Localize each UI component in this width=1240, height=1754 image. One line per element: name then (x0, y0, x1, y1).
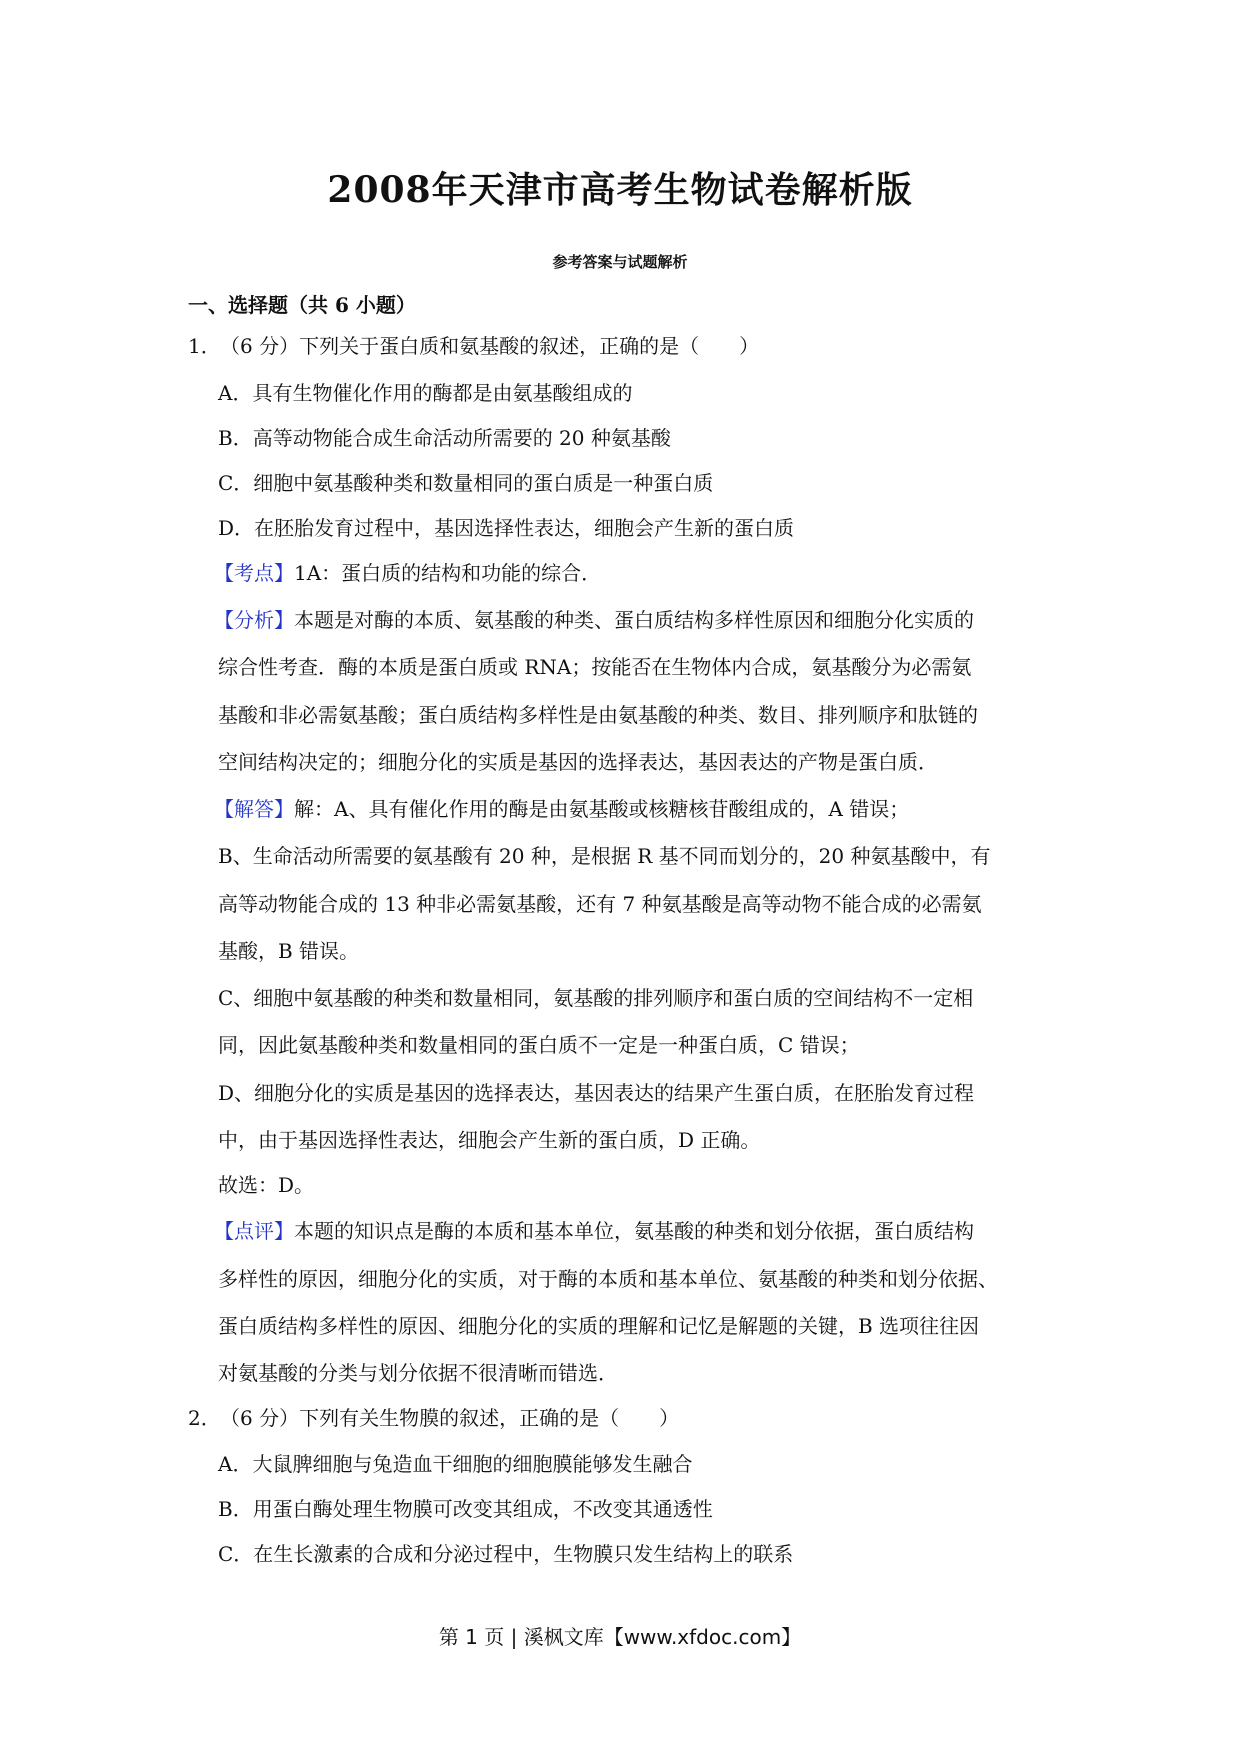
q2-option-c: C．在生长激素的合成和分泌过程中，生物膜只发生结构上的联系 (218, 1542, 794, 1566)
question-1-stem (188, 331, 759, 361)
q1-jieda-line-1 (214, 794, 909, 824)
dianping-tag: 【点评】 (214, 1219, 294, 1243)
jieda-tag: 【解答】 (214, 797, 294, 821)
question-number: 2． (188, 1406, 221, 1430)
q1-dianping-line-4: 对氨基酸的分类与划分依据不很清晰而错选． (218, 1361, 618, 1385)
q1-option-a: A．具有生物催化作用的酶都是由氨基酸组成的 (218, 381, 633, 405)
question-number: 1． (188, 334, 221, 358)
q1-jieda-line-2: B、生命活动所需要的氨基酸有 20 种，是根据 R 基不同而划分的，20 种氨基酸中，有 (218, 844, 991, 868)
q2-option-a: A．大鼠脾细胞与兔造血干细胞的细胞膜能够发生融合 (218, 1452, 693, 1476)
section-heading: 一、选择题（共 6 小题） (188, 293, 416, 317)
q2-option-b: B．用蛋白酶处理生物膜可改变其组成，不改变其通透性 (218, 1497, 713, 1521)
q1-option-b: B．高等动物能合成生命活动所需要的 20 种氨基酸 (218, 426, 671, 450)
kaodian-text: 1A：蛋白质的结构和功能的综合． (294, 561, 602, 585)
q1-dianping-line-1 (214, 1216, 974, 1246)
q1-dianping-line-2: 多样性的原因，细胞分化的实质，对于酶的本质和基本单位、氨基酸的种类和划分依据、 (218, 1267, 998, 1291)
q1-option-d: D．在胚胎发育过程中，基因选择性表达，细胞会产生新的蛋白质 (218, 516, 795, 540)
question-text: （6 分）下列关于蛋白质和氨基酸的叙述，正确的是（ ） (220, 334, 760, 358)
q1-jieda-line-6: 同，因此氨基酸种类和数量相同的蛋白质不一定是一种蛋白质，C 错误； (218, 1033, 860, 1057)
page-footer: 第 1 页 | 溪枫文库【www.xfdoc.com】 (438, 1625, 802, 1649)
q1-kaodian (214, 558, 601, 588)
q1-option-c: C．细胞中氨基酸种类和数量相同的蛋白质是一种蛋白质 (218, 471, 714, 495)
q1-jieda-line-5: C、细胞中氨基酸的种类和数量相同，氨基酸的排列顺序和蛋白质的空间结构不一定相 (218, 986, 974, 1010)
fenxi-tag: 【分析】 (214, 608, 294, 632)
document-title: 2008年天津市高考生物试卷解析版 (327, 169, 913, 211)
jieda-text: 解：A、具有催化作用的酶是由氨基酸或核糖核苷酸组成的，A 错误； (294, 797, 910, 821)
q1-fenxi-line-2: 综合性考查．酶的本质是蛋白质或 RNA；按能否在生物体内合成，氨基酸分为必需氨 (218, 655, 972, 679)
question-2-stem (188, 1403, 679, 1433)
question-text: （6 分）下列有关生物膜的叙述，正确的是（ ） (220, 1406, 680, 1430)
kaodian-tag: 【考点】 (214, 561, 294, 585)
document-subtitle: 参考答案与试题解析 (552, 253, 688, 271)
q1-dianping-line-3: 蛋白质结构多样性的原因、细胞分化的实质的理解和记忆是解题的关键，B 选项往往因 (218, 1314, 980, 1338)
fenxi-text: 本题是对酶的本质、氨基酸的种类、蛋白质结构多样性原因和细胞分化实质的 (294, 608, 974, 632)
q1-jieda-line-7: D、细胞分化的实质是基因的选择表达，基因表达的结果产生蛋白质，在胚胎发育过程 (218, 1081, 975, 1105)
dianping-text: 本题的知识点是酶的本质和基本单位，氨基酸的种类和划分依据，蛋白质结构 (294, 1219, 974, 1243)
q1-jieda-line-8: 中，由于基因选择性表达，细胞会产生新的蛋白质，D 正确。 (218, 1128, 761, 1152)
q1-fenxi-line-3: 基酸和非必需氨基酸；蛋白质结构多样性是由氨基酸的种类、数目、排列顺序和肽链的 (218, 703, 978, 727)
q1-final-answer: 故选：D。 (218, 1173, 315, 1197)
q1-fenxi-line-1 (214, 605, 974, 635)
q1-jieda-line-3: 高等动物能合成的 13 种非必需氨基酸，还有 7 种氨基酸是高等动物不能合成的必需氨 (218, 892, 982, 916)
q1-fenxi-line-4: 空间结构决定的；细胞分化的实质是基因的选择表达，基因表达的产物是蛋白质． (218, 750, 938, 774)
q1-jieda-line-4: 基酸，B 错误。 (218, 939, 360, 963)
